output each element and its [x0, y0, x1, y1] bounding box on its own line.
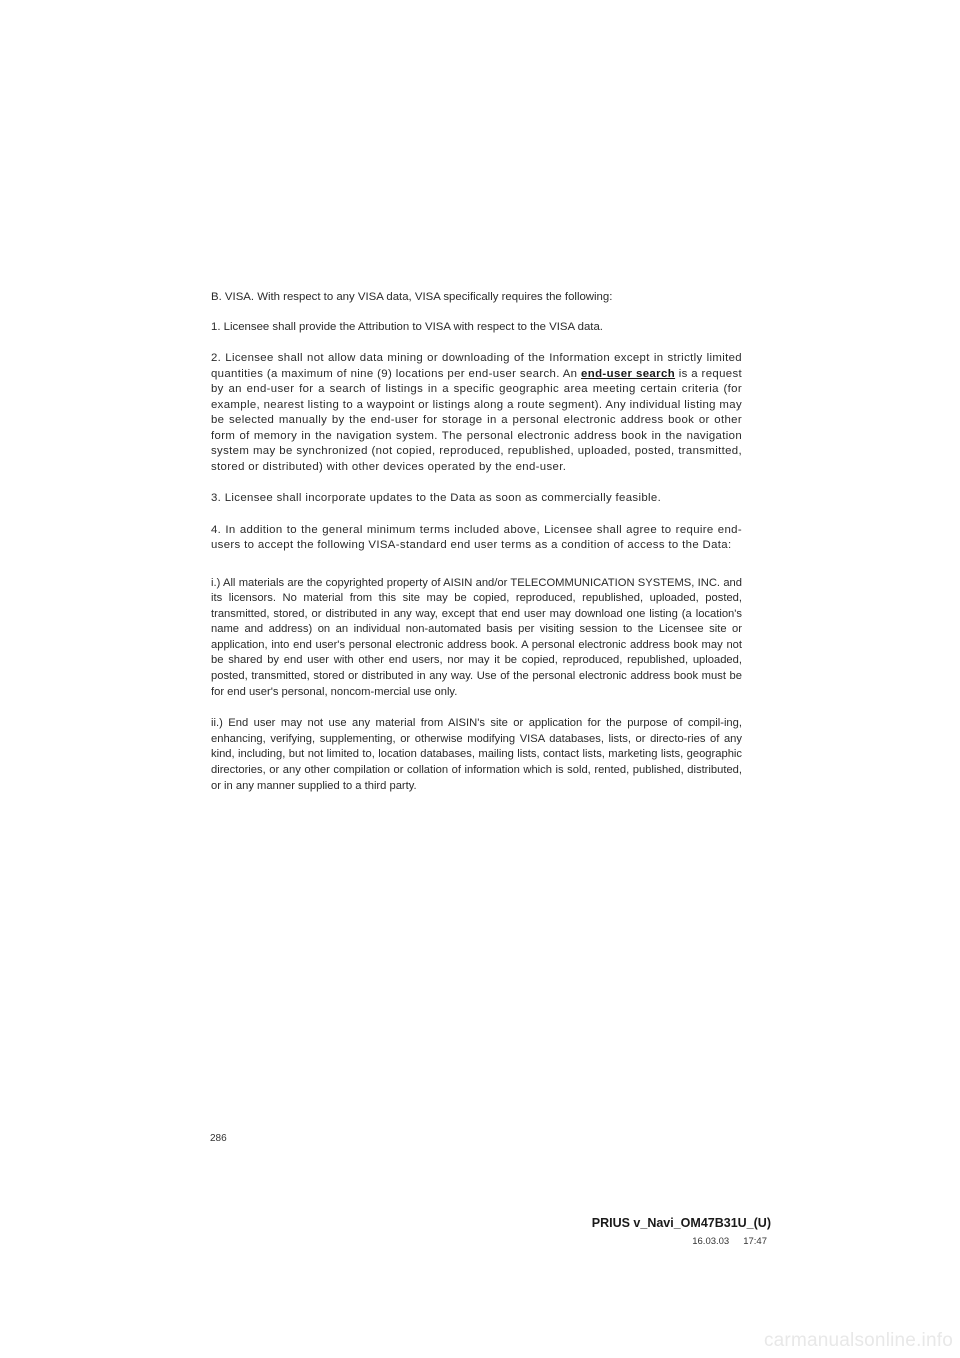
section-b-heading: B. VISA. With respect to any VISA data, VISA specifically requires the following: — [211, 291, 613, 303]
print-timestamp — [692, 1236, 767, 1247]
term-item-4: 4. In addition to the general minimum terms included above, Licensee shall agree to require end-users to accept the following VISA-standard end user terms as a condition of access to the Data: — [211, 523, 742, 551]
watermark: carmanualsonline.info — [763, 1330, 953, 1351]
term-item-2-text-b: is a request by an end-user for a search of listings in a specific geographic area meeting certain criteria (for example, nearest listing to a waypoint or listings along a route segment). Any individual listing may be selected manually by the end-user for storage in a personal electronic address book or other form of memory in the navigation system. The personal electronic address book in the navigation system may be synchronized (not copied, reproduced, republished, uploaded, posted, transmitted, stored or distributed) with other devices operated by the end-user. — [211, 367, 742, 473]
print-date: 16.03.03 — [692, 1236, 730, 1247]
manual-id: PRIUS v_Navi_OM47B31U_(U) — [591, 1216, 771, 1230]
term-item-1: 1. Licensee shall provide the Attribution to VISA with respect to the VISA data. — [211, 320, 603, 333]
term-item-2 — [211, 351, 742, 475]
term-item-3: 3. Licensee shall incorporate updates to the Data as soon as commercially feasible. — [211, 492, 662, 504]
term-item-2-text-a: 2. Licensee shall not allow data mining or downloading of the Information except in strictly limited quantities (a maximum of nine (9) locations per end-user search. An — [211, 352, 742, 380]
end-user-term-ii: ii.) End user may not use any material from AISIN's site or application for the purpose of compil-ing, enhancing, verifying, supplementing, or otherwise modifying VISA databases, lists, or directo-ries of any kind, including, but not limited to, location databases, mailing lists, contact lists, marketing lists, geographic directories, or any other compilation or collation of information which is sold, rented, published, distributed, or in any manner supplied to a third party. — [211, 717, 742, 792]
license-terms — [211, 290, 742, 794]
end-user-search-link[interactable]: end-user search — [580, 367, 676, 380]
end-user-term-i: i.) All materials are the copyrighted property of AISIN and/or TELECOMMUNICATION SYSTEMS, INC. and its licensors. No material from this site may be copied, reproduced, republished, uploaded, posted, transmitted, stored, or distributed in any way, except that end user may download one listing (a location's name and address) on an individual non-automated basis per visiting session to the Licensee site or application, into end user's personal electronic address book. A personal electronic address book may not be shared by end user with other end users, nor may it be copied, reproduced, republished, uploaded, posted, transmitted, stored or distributed in any way. Use of the personal electronic address book must be for end user's personal, noncom-mercial use only. — [211, 576, 742, 698]
print-time: 17:47 — [743, 1236, 767, 1247]
page-number: 286 — [210, 1133, 227, 1144]
